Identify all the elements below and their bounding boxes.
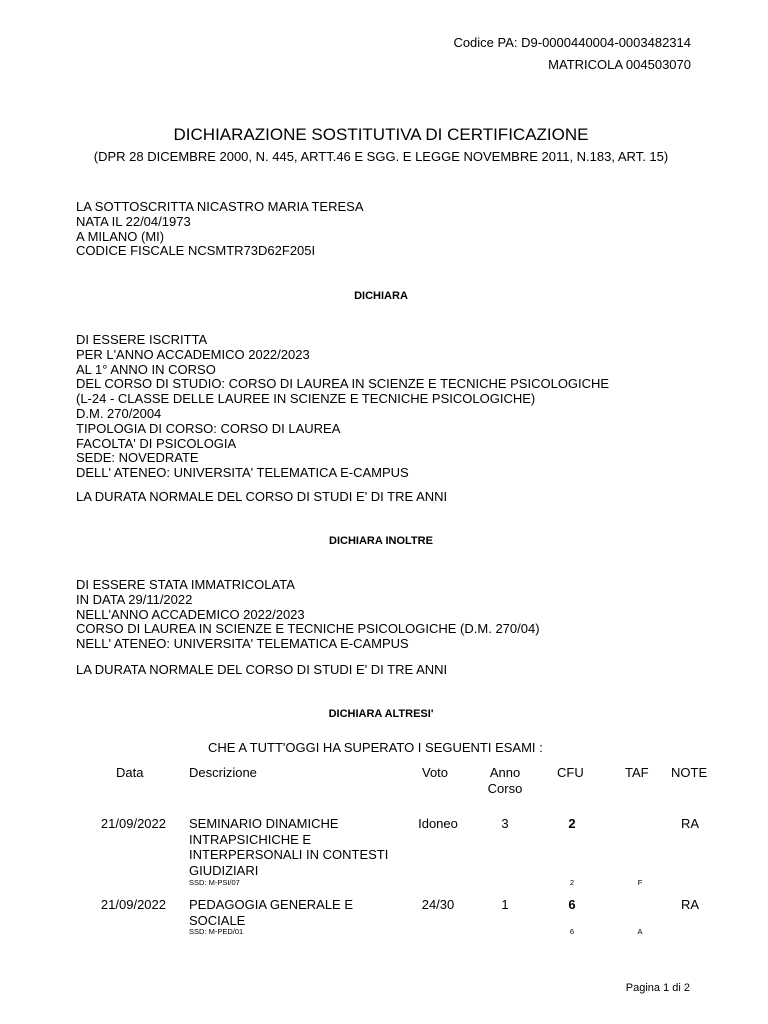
row1-anno: 3 [501, 816, 509, 831]
section3-heading: DICHIARA ALTRESI' [328, 708, 434, 720]
section2-line: DI ESSERE STATA IMMATRICOLATA [76, 577, 295, 592]
row2-cfu-small: 6 [569, 927, 575, 936]
section1-line: PER L'ANNO ACCADEMICO 2022/2023 [76, 346, 310, 362]
row2-ssd: SSD: M-PED/01 [189, 927, 244, 936]
row1-note: RA [680, 816, 700, 831]
col-header-anno-corso [476, 765, 534, 796]
section2-line: NELL'ANNO ACCADEMICO 2022/2023 [76, 606, 305, 622]
row1-desc-line: SEMINARIO DINAMICHE [189, 816, 339, 831]
row2-descrizione [189, 897, 353, 928]
col-header-note: NOTE [671, 765, 708, 780]
matricola: MATRICOLA 004503070 [548, 57, 691, 72]
section1-line: (L-24 - CLASSE DELLE LAUREE IN SCIENZE E TECNICHE PSICOLOGICHE) [76, 391, 536, 407]
personal-block [76, 200, 364, 259]
row1-cfu: 2 [568, 816, 576, 831]
col-header-anno: Anno [489, 765, 521, 780]
exams-intro: CHE A TUTT'OGGI HA SUPERATO I SEGUENTI ESAMI : [208, 740, 543, 755]
section2-line: IN DATA 29/11/2022 [76, 591, 193, 607]
document-subtitle: (DPR 28 DICEMBRE 2000, N. 445, ARTT.46 E SGG. E LEGGE NOVEMBRE 2011, N.183, ART. 15) [93, 149, 669, 164]
row1-descrizione [189, 816, 388, 878]
col-header-taf: TAF [625, 765, 649, 780]
row2-desc-line: SOCIALE [189, 912, 246, 928]
col-header-data: Data [116, 765, 144, 780]
row1-desc-line: INTRAPSICHICHE E [189, 831, 312, 847]
personal-name: LA SOTTOSCRITTA NICASTRO MARIA TERESA [76, 199, 364, 214]
personal-birthdate: NATA IL 22/04/1973 [76, 213, 191, 229]
section1-line: AL 1° ANNO IN CORSO [76, 361, 216, 377]
section1-line: DEL CORSO DI STUDIO: CORSO DI LAUREA IN SCIENZE E TECNICHE PSICOLOGICHE [76, 376, 610, 392]
document-title: DICHIARAZIONE SOSTITUTIVA DI CERTIFICAZIONE [173, 125, 589, 144]
codice-pa: Codice PA: D9-0000440004-0003482314 [453, 35, 691, 50]
col-header-voto: Voto [422, 765, 449, 780]
section2-line: CORSO DI LAUREA IN SCIENZE E TECNICHE PSICOLOGICHE (D.M. 270/04) [76, 621, 540, 637]
section1-heading: DICHIARA [354, 290, 408, 302]
section1-line: FACOLTA' DI PSICOLOGIA [76, 435, 237, 451]
row1-ssd: SSD: M-PSI/07 [189, 878, 240, 887]
row2-cfu: 6 [568, 897, 576, 912]
row1-desc-line: INTERPERSONALI IN CONTESTI [189, 847, 389, 862]
col-header-corso: Corso [487, 780, 523, 796]
row1-taf: F [637, 878, 643, 887]
section1-block [76, 333, 609, 481]
row1-cfu-small: 2 [569, 878, 575, 887]
section1-line: D.M. 270/2004 [76, 405, 162, 421]
row2-voto: 24/30 [421, 897, 455, 912]
row2-note: RA [680, 897, 700, 912]
row2-taf: A [637, 927, 643, 936]
section1-line: DELL' ATENEO: UNIVERSITA' TELEMATICA E-CAMPUS [76, 465, 409, 481]
section1-line: TIPOLOGIA DI CORSO: CORSO DI LAUREA [76, 420, 341, 436]
section2-heading: DICHIARA INOLTRE [329, 535, 433, 547]
col-header-cfu: CFU [557, 765, 584, 780]
section1-duration: LA DURATA NORMALE DEL CORSO DI STUDI E' DI TRE ANNI [76, 489, 448, 504]
personal-fiscal-code: CODICE FISCALE NCSMTR73D62F205I [76, 243, 316, 259]
section1-line: SEDE: NOVEDRATE [76, 450, 199, 466]
col-header-descrizione: Descrizione [189, 765, 257, 780]
page-number: Pagina 1 di 2 [625, 982, 690, 994]
row1-desc-line: GIUDIZIARI [189, 862, 259, 878]
row2-desc-line: PEDAGOGIA GENERALE E [189, 897, 353, 912]
section2-block [76, 578, 540, 652]
row1-data: 21/09/2022 [100, 816, 166, 831]
section2-line: NELL' ATENEO: UNIVERSITA' TELEMATICA E-CAMPUS [76, 636, 409, 652]
section2-duration: LA DURATA NORMALE DEL CORSO DI STUDI E' DI TRE ANNI [76, 662, 448, 677]
row1-voto: Idoneo [418, 816, 458, 831]
personal-birthplace: A MILANO (MI) [76, 228, 165, 244]
row2-anno: 1 [501, 897, 509, 912]
section1-line: DI ESSERE ISCRITTA [76, 332, 208, 347]
row2-data: 21/09/2022 [100, 897, 166, 912]
